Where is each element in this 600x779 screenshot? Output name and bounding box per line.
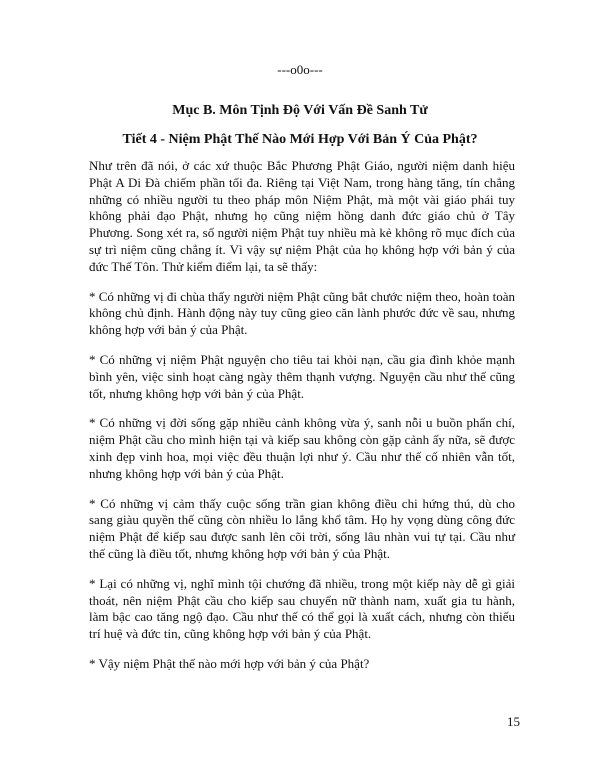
list-item-heaven: * Có những vị cảm thấy cuộc sống trần gian không điều chi hứng thú, dù cho sang giàu quyền thế cũng còn nhiều lo lắng khổ tâm. Họ hy vọng dùng công đức niệm Phật để kiếp sau được sanh lên cõi trời, sống lâu nhàn vui tự tại. Cầu như thế cũng là điều tốt, nhưng không hợp với bản ý của Phật. [89,495,515,561]
list-item-safety: * Có những vị niệm Phật nguyện cho tiêu tai khỏi nạn, cầu gia đình khỏe mạnh bình yên, việc sinh hoạt càng ngày thêm thạnh vượng. Nguyện cầu như thế cũng tốt, nhưng không hợp với bản ý của Phật. [89,351,515,401]
document-body [89,158,515,686]
list-item-beauty: * Có những vị đời sống gặp nhiều cảnh không vừa ý, sanh nỗi u buồn phẩn chí, niệm Phật cầu cho mình hiện tại và kiếp sau không còn gặp cảnh ấy nữa, sẽ được xinh đẹp vinh hoa, mọi việc đều thuận lợi như ý. Cầu như thế cố nhiên vẫn tốt, nhưng không hợp với bản ý của Phật. [89,415,515,481]
section-title: Mục B. Môn Tịnh Độ Với Vấn Đề Sanh Tử [172,103,428,118]
lesson-title: Tiết 4 - Niệm Phật Thế Nào Mới Hợp Với Bản Ý Của Phật? [122,132,478,147]
section-separator: ---o0o--- [277,62,323,77]
page-number: 15 [507,714,520,729]
list-item-rebirth: * Lại có những vị, nghĩ mình tội chướng đã nhiều, trong một kiếp này dễ gì giải thoát, nên niệm Phật cầu cho kiếp sau chuyển nữ thành nam, xuất gia tu hành, làm bậc cao tăng ngộ đạo. Cầu như thế có thể gọi là xuất cách, nhưng còn thiếu trí huệ và đức tin, cũng không hợp với bản ý của Phật. [89,575,515,642]
list-item-imitation: * Có những vị đi chùa thấy người niệm Phật cũng bắt chước niệm theo, hoàn toàn không chủ định. Hành động này tuy cũng gieo căn lành phước đức về sau, nhưng không hợp với bản ý của Phật. [89,288,515,338]
intro-paragraph: Như trên đã nói, ở các xứ thuộc Bắc Phương Phật Giáo, người niệm danh hiệu Phật A Di Đà chiếm phần tối đa. Riêng tại Việt Nam, trong hàng tăng, tín chẳng những có nhiều người tu theo pháp môn Niệm Phật, mà một vài giáo phái tuy không phải đạo Phật, nhưng họ cũng niệm hồng danh đức giáo chủ ở Tây Phương. Song xét ra, số người niệm Phật tuy nhiều mà kẻ không rõ mục đích của sự trì niệm cũng chẳng ít. Vì vậy sự niệm Phật của họ không hợp với bản ý của đức Thế Tôn. Thử kiểm điểm lại, ta sẽ thấy: [89,158,515,274]
closing-question: * Vậy niệm Phật thế nào mới hợp với bản ý của Phật? [89,655,370,671]
